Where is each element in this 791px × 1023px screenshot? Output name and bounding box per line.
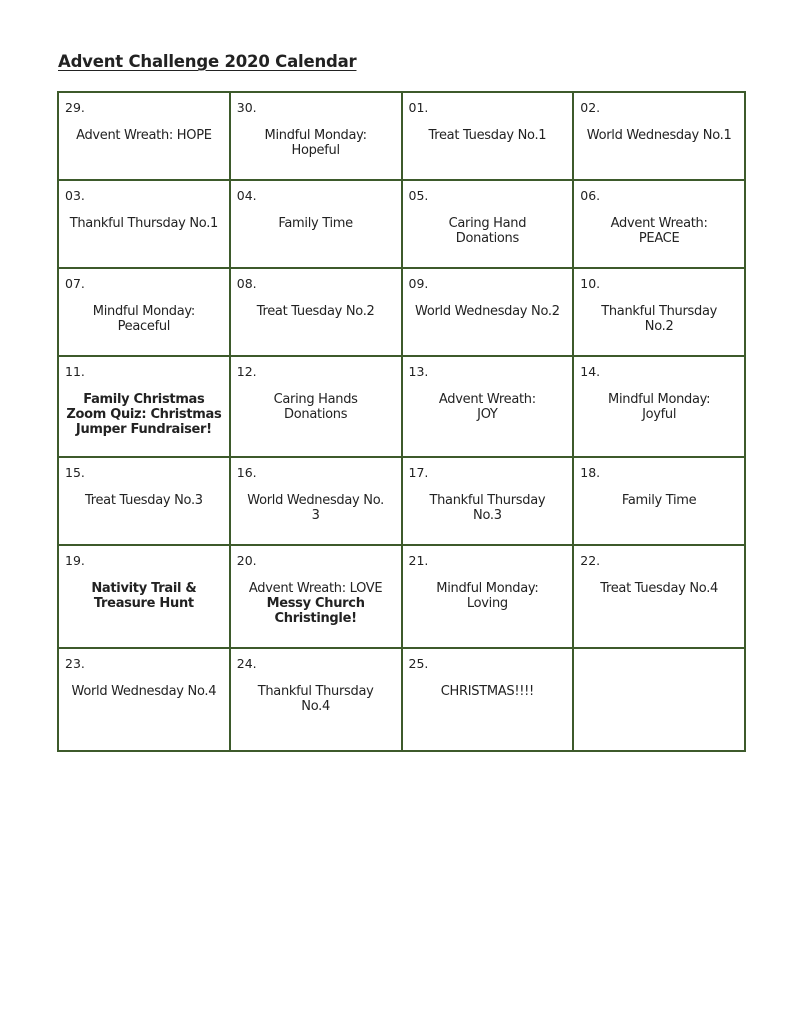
event-text — [405, 216, 571, 246]
calendar-cell — [573, 92, 745, 180]
day-number: 14. — [580, 364, 601, 379]
calendar-cell — [402, 545, 574, 648]
calendar-cell — [573, 457, 745, 545]
event-text — [576, 392, 742, 422]
day-number: 29. — [65, 100, 85, 115]
calendar-row — [58, 268, 745, 356]
event-line: Treat Tuesday No.1 — [428, 128, 547, 143]
event-text — [405, 581, 571, 611]
event-line: Treat Tuesday No.3 — [84, 493, 203, 508]
calendar-cell — [230, 268, 402, 356]
event-line: Mindful Monday: — [92, 304, 195, 319]
day-number: 16. — [236, 465, 257, 480]
event-line: Hopeful — [291, 143, 340, 158]
event-text — [233, 581, 399, 626]
event-line: Family Time — [278, 216, 353, 231]
day-number: 04. — [236, 188, 257, 203]
event-line: Thankful Thursday No.1 — [69, 216, 219, 231]
event-text — [233, 216, 399, 231]
calendar-cell — [573, 356, 745, 457]
day-number: 01. — [408, 100, 429, 115]
event-line: Advent Wreath: — [438, 392, 536, 407]
day-number: 09. — [408, 276, 429, 291]
day-number: 07. — [65, 276, 85, 291]
calendar-cell — [402, 180, 574, 268]
event-text — [576, 304, 742, 334]
calendar-cell-empty — [573, 648, 745, 751]
event-line: CHRISTMAS!!!! — [440, 684, 534, 699]
calendar-cell — [58, 268, 230, 356]
event-line: Thankful Thursday — [257, 684, 374, 699]
event-line: Advent Wreath: HOPE — [76, 128, 212, 143]
event-line: Advent Wreath: LOVE — [248, 581, 383, 596]
event-line: Treasure Hunt — [93, 596, 194, 611]
event-line: Treat Tuesday No.4 — [600, 581, 718, 596]
event-line: Joyful — [642, 407, 677, 422]
page-title: Advent Challenge 2020 Calendar — [58, 52, 357, 71]
advent-calendar-grid — [57, 91, 746, 752]
event-text — [405, 684, 571, 699]
event-line: Christingle! — [274, 611, 357, 626]
calendar-cell — [230, 648, 402, 751]
event-line: PEACE — [638, 231, 680, 246]
event-line: World Wednesday No. — [247, 493, 384, 508]
event-line: Mindful Monday: — [264, 128, 367, 143]
day-number: 12. — [236, 364, 257, 379]
event-line: JOY — [477, 407, 498, 422]
day-number: 25. — [408, 656, 429, 671]
event-line: Treat Tuesday No.2 — [256, 304, 375, 319]
event-line: Peaceful — [117, 319, 171, 334]
day-number: 21. — [408, 553, 429, 568]
calendar-cell — [230, 545, 402, 648]
day-number: 11. — [65, 364, 85, 379]
event-line: No.4 — [301, 699, 330, 714]
event-line: World Wednesday No.2 — [415, 304, 560, 319]
event-text — [405, 128, 571, 143]
day-number: 19. — [65, 553, 85, 568]
event-text — [405, 493, 571, 523]
event-line: Thankful Thursday — [429, 493, 546, 508]
calendar-cell — [58, 545, 230, 648]
event-line: Donations — [284, 407, 348, 422]
event-text — [576, 581, 742, 596]
calendar-cell — [402, 457, 574, 545]
event-line: Thankful Thursday — [601, 304, 718, 319]
event-text — [576, 216, 742, 246]
event-line: Donations — [455, 231, 519, 246]
day-number: 22. — [580, 553, 601, 568]
calendar-cell — [402, 648, 574, 751]
event-text — [233, 128, 399, 158]
calendar-row — [58, 545, 745, 648]
calendar-cell — [573, 180, 745, 268]
event-text — [233, 684, 399, 714]
event-line: Nativity Trail & — [91, 581, 197, 596]
day-number: 05. — [408, 188, 429, 203]
calendar-cell — [58, 356, 230, 457]
event-line: Zoom Quiz: Christmas — [66, 407, 222, 422]
event-text — [233, 304, 399, 319]
event-text — [61, 581, 227, 611]
day-number: 15. — [65, 465, 85, 480]
calendar-cell — [230, 180, 402, 268]
event-line: No.3 — [473, 508, 502, 523]
calendar-cell — [58, 457, 230, 545]
event-line: Caring Hand — [448, 216, 527, 231]
event-text — [61, 128, 227, 143]
event-line: Loving — [466, 596, 508, 611]
calendar-cell — [402, 92, 574, 180]
calendar-row — [58, 356, 745, 457]
calendar-cell — [573, 545, 745, 648]
event-line: Mindful Monday: — [608, 392, 711, 407]
day-number: 18. — [580, 465, 601, 480]
event-line: Caring Hands — [273, 392, 358, 407]
calendar-cell — [230, 92, 402, 180]
event-line: No.2 — [644, 319, 674, 334]
event-text — [576, 493, 742, 508]
event-line: Jumper Fundraiser! — [75, 422, 212, 437]
event-line: Mindful Monday: — [436, 581, 539, 596]
calendar-cell — [573, 268, 745, 356]
day-number: 02. — [580, 100, 601, 115]
day-number: 20. — [236, 553, 257, 568]
event-text — [61, 304, 227, 334]
event-text — [61, 216, 227, 231]
day-number: 17. — [408, 465, 429, 480]
event-line: World Wednesday No.1 — [586, 128, 732, 143]
calendar-row — [58, 648, 745, 751]
day-number: 06. — [580, 188, 601, 203]
event-text — [233, 392, 399, 422]
day-number: 10. — [580, 276, 601, 291]
calendar-cell — [402, 268, 574, 356]
event-line: 3 — [311, 508, 320, 523]
day-number: 23. — [65, 656, 85, 671]
calendar-cell — [230, 457, 402, 545]
day-number: 08. — [236, 276, 257, 291]
event-line: Advent Wreath: — [610, 216, 708, 231]
calendar-cell — [58, 180, 230, 268]
calendar-row — [58, 457, 745, 545]
calendar-cell — [58, 648, 230, 751]
event-text — [405, 392, 571, 422]
event-line: Family Christmas — [83, 392, 205, 407]
day-number: 03. — [65, 188, 85, 203]
calendar-cell — [230, 356, 402, 457]
calendar-cell — [402, 356, 574, 457]
day-number: 24. — [236, 656, 257, 671]
event-text — [61, 684, 227, 699]
event-line: World Wednesday No.4 — [71, 684, 217, 699]
calendar-row — [58, 92, 745, 180]
event-line: Family Time — [621, 493, 697, 508]
event-line: Messy Church — [266, 596, 365, 611]
calendar-cell — [58, 92, 230, 180]
day-number: 13. — [408, 364, 429, 379]
event-text — [61, 392, 227, 437]
event-text — [233, 493, 399, 523]
event-text — [405, 304, 571, 319]
event-text — [61, 493, 227, 508]
day-number: 30. — [236, 100, 257, 115]
calendar-row — [58, 180, 745, 268]
event-text — [576, 128, 742, 143]
